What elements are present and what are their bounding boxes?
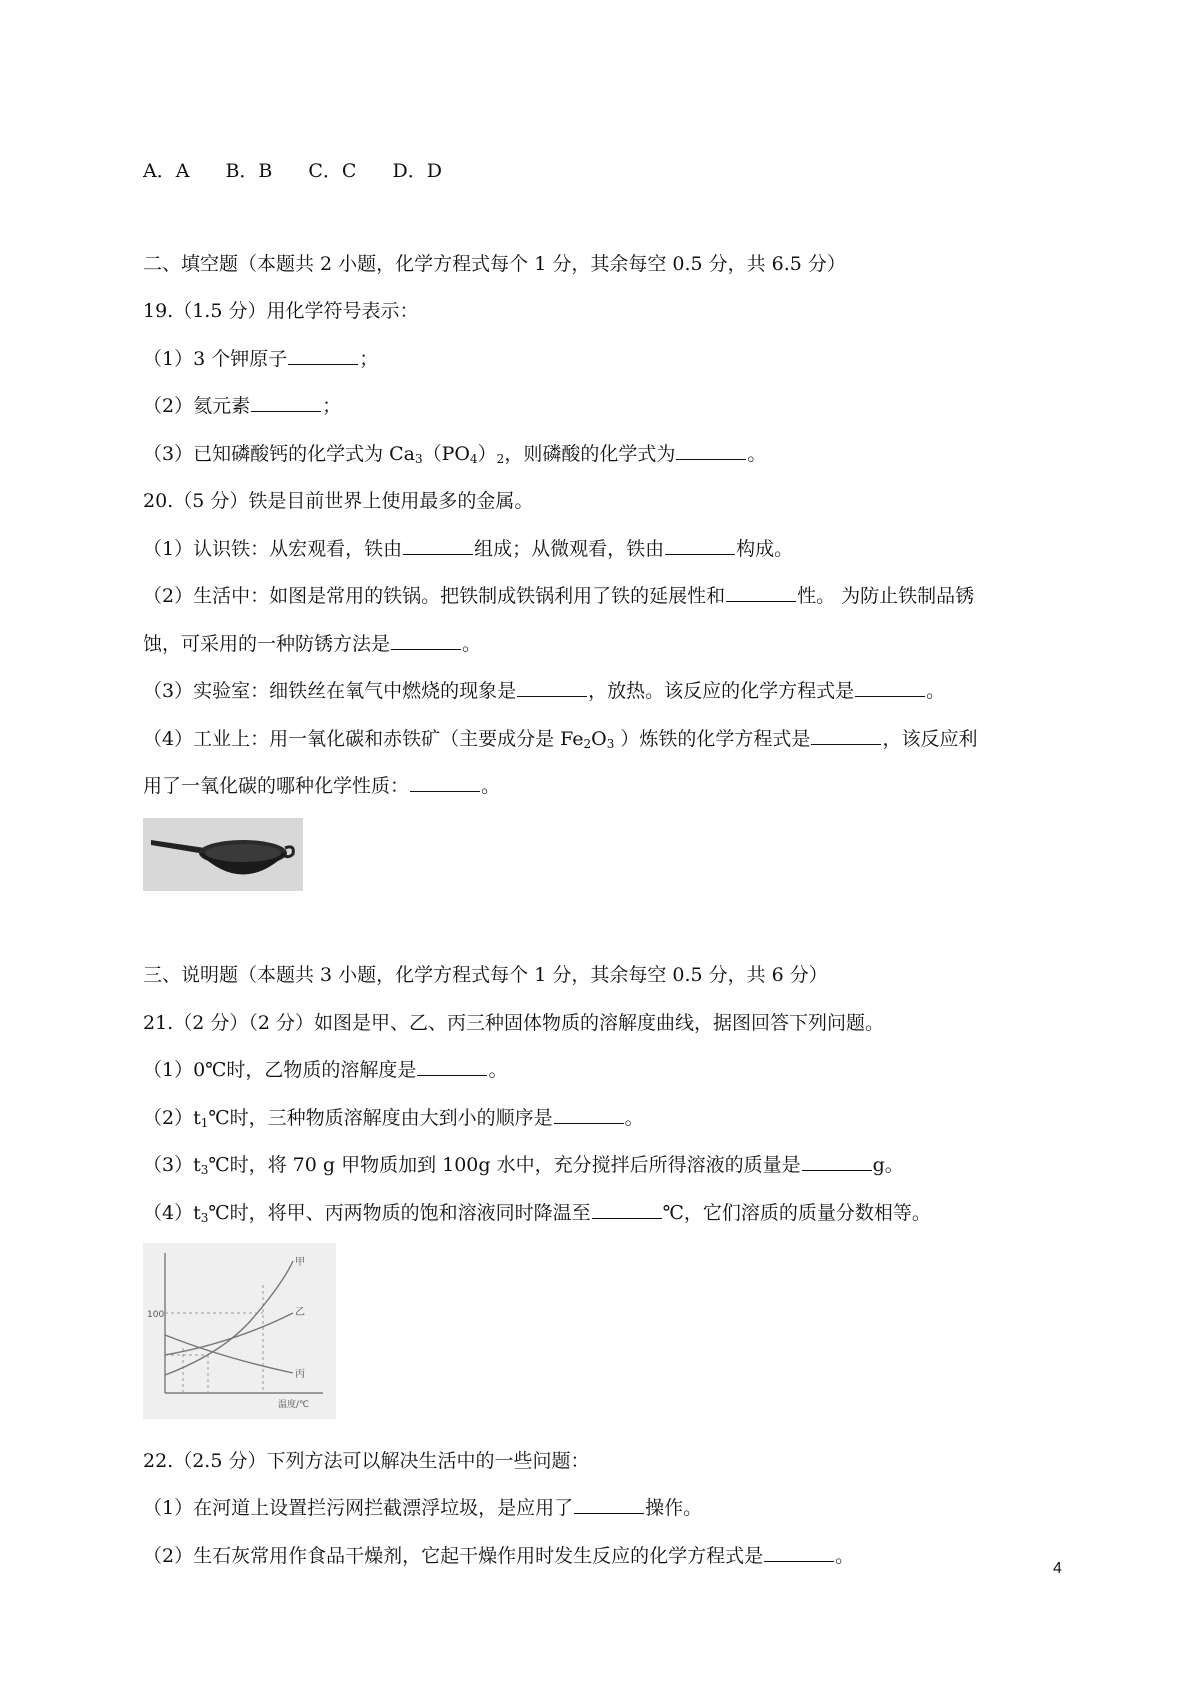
answer-choices [143,156,442,183]
q20-p2-text-c: 蚀，可采用的一种防锈方法是 [143,633,391,655]
wok-icon [143,818,303,891]
solubility-curve-chart [143,1243,336,1419]
choice-b: B．B [225,160,273,182]
q19-p1-end: ； [359,348,379,370]
choice-d: D．D [392,160,442,182]
q20-p2-end: 。 [462,633,482,655]
q20-p3-end: 。 [926,680,946,702]
q20-p1-text: （1）认识铁：从宏观看，铁由 [143,538,403,560]
q20-p2-text: （2）生活中：如图是常用的铁锅。把铁制成铁锅利用了铁的延展性和 [143,585,726,607]
answer-blank[interactable] [554,1105,624,1124]
answer-blank[interactable] [811,726,881,745]
answer-blank[interactable] [403,536,473,555]
answer-blank[interactable] [410,773,480,792]
q22-part2 [143,1543,854,1569]
subscript: 1 [200,1116,209,1130]
subscript: 2 [583,737,592,751]
q21-part1 [143,1057,507,1083]
q21-part3 [143,1152,904,1183]
answer-blank[interactable] [288,346,358,365]
q22-p2-text: （2）生石灰常用作食品干燥剂，它起干燥作用时发生反应的化学方程式是 [143,1545,764,1567]
q19-p3-end: 。 [747,443,767,465]
q19-p3-text-c: ） [477,443,497,465]
q20-part3 [143,678,945,704]
answer-blank[interactable] [517,678,587,697]
answer-blank[interactable] [726,583,796,602]
q19-p3-text-d: ，则磷酸的化学式为 [504,443,676,465]
q21-p1-text: （1）0℃时，乙物质的溶解度是 [143,1059,417,1081]
q21-p2-end: 。 [624,1107,644,1129]
answer-blank[interactable] [665,536,735,555]
answer-blank[interactable] [855,678,925,697]
subscript: 3 [415,452,423,466]
q21-p3-text-b: ℃时，将 70 g 甲物质加到 100g 水中，充分搅拌后所得溶液的质量是 [208,1154,801,1176]
q19-stem: 19.（1.5 分）用化学符号表示： [143,300,419,322]
q20-part2-line1 [143,583,974,609]
q20-p4-text-d: ，该反应利 [882,728,978,750]
q20-part1 [143,536,793,562]
q20-part2-line2 [143,631,481,657]
q20-stem: 20.（5 分）铁是目前世界上使用最多的金属。 [143,490,534,512]
q20-part4-line1 [143,726,977,757]
q20-p4-text-b: O [591,728,607,750]
q20-p3-text: （3）实验室：细铁丝在氧气中燃烧的现象是 [143,680,517,702]
q20-p4-text: （4）工业上：用一氧化碳和赤铁矿（主要成分是 Fe [143,728,584,750]
q19-p2-text: （2）氦元素 [143,395,251,417]
q22-p2-end: 。 [835,1545,855,1567]
q20-p1-end: 构成。 [736,538,794,560]
q20-p2-text-b: 性。 为防止铁制品锈 [797,585,975,607]
q20-p4-text-e: 用了一氧化碳的哪种化学性质： [143,775,410,797]
answer-blank[interactable] [802,1152,872,1171]
subscript: 3 [606,737,615,751]
q21-p4-text-b: ℃时，将甲、丙两物质的饱和溶液同时降温至 [208,1202,591,1224]
q21-p2-text: （2）t [143,1107,201,1129]
q20-part4-line2 [143,773,500,799]
choice-a: A．A [143,160,190,182]
q21-part2 [143,1105,644,1136]
y-tick-label: 100 [147,1310,165,1320]
q22-p1-text: （1）在河道上设置拦污网拦截漂浮垃圾，是应用了 [143,1497,574,1519]
q19-p2-end: ； [322,395,342,417]
q20-p3-text-b: ，放热。该反应的化学方程式是 [588,680,855,702]
series-label: 甲 [295,1257,305,1268]
answer-blank[interactable] [764,1543,834,1562]
answer-blank[interactable] [574,1495,644,1514]
x-axis-label: 温度/℃ [278,1400,310,1410]
wok-figure [143,818,303,891]
page-number: 4 [1053,1560,1062,1577]
solubility-curve-figure [143,1243,336,1419]
q22-part1 [143,1495,702,1521]
answer-blank[interactable] [391,631,461,650]
subscript: 3 [200,1163,209,1177]
choice-c: C．C [308,160,357,182]
q21-p3-end: g。 [872,1154,904,1176]
answer-blank[interactable] [676,441,746,460]
subscript: 4 [470,452,478,466]
q19-part3 [143,441,766,472]
q19-part1 [143,346,378,372]
q21-p4-end: ℃，它们溶质的质量分数相等。 [662,1202,931,1224]
q21-p2-text-b: ℃时，三种物质溶解度由大到小的顺序是 [208,1107,553,1129]
q19-p1-text: （1）3 个钾原子 [143,348,288,370]
q19-part2 [143,393,341,419]
answer-blank[interactable] [592,1200,662,1219]
q21-p4-text: （4）t [143,1202,201,1224]
q19-p3-text: （3）已知磷酸钙的化学式为 Ca [143,443,415,465]
subscript: 3 [200,1211,209,1225]
answer-blank[interactable] [417,1057,487,1076]
section-2-heading: 二、填空题（本题共 2 小题，化学方程式每个 1 分，其余每空 0.5 分，共 6.5 分） [143,253,846,275]
q20-p4-text-c: ）炼铁的化学方程式是 [614,728,811,750]
section-3-heading: 三、说明题（本题共 3 小题，化学方程式每个 1 分，其余每空 0.5 分，共 6 分） [143,964,828,986]
q21-p3-text: （3）t [143,1154,201,1176]
q21-part4 [143,1200,931,1231]
q22-p1-end: 操作。 [645,1497,703,1519]
series-label: 乙 [295,1307,305,1318]
series-label: 丙 [295,1369,305,1380]
q19-p3-text-b: （PO [422,443,471,465]
subscript: 2 [496,452,505,466]
q20-p4-end: 。 [481,775,501,797]
answer-blank[interactable] [251,393,321,412]
q20-p1-text-b: 组成；从微观看，铁由 [474,538,665,560]
q21-p1-end: 。 [488,1059,508,1081]
q21-stem: 21.（2 分）（2 分）如图是甲、乙、丙三种固体物质的溶解度曲线，据图回答下列问题。 [143,1012,884,1034]
q22-stem: 22.（2.5 分）下列方法可以解决生活中的一些问题： [143,1450,590,1472]
